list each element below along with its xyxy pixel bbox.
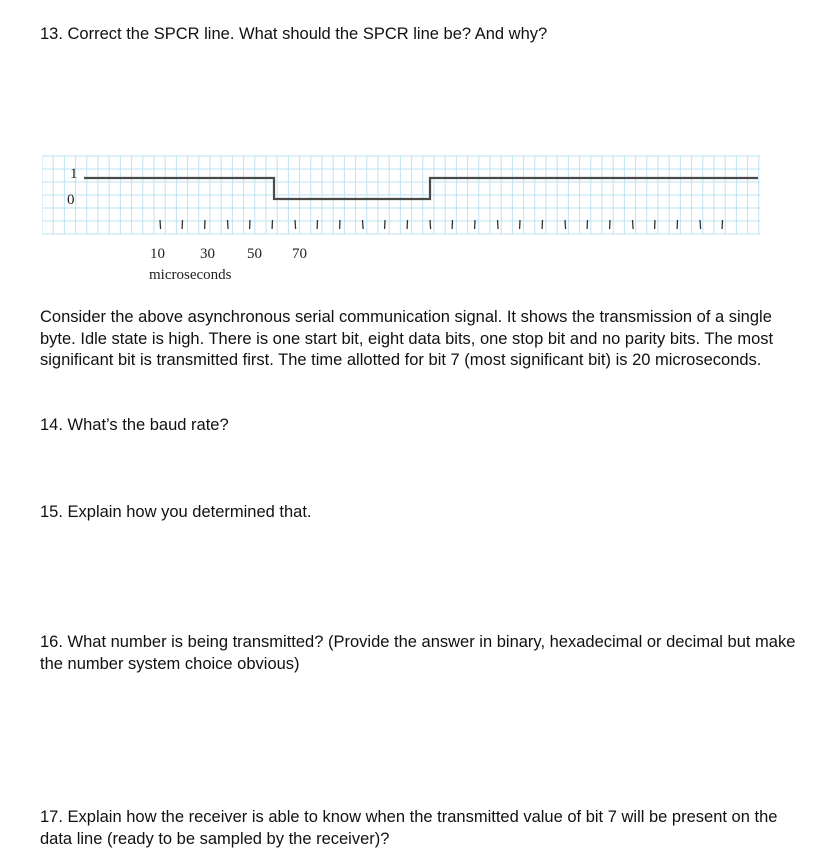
tick-mark [430,220,431,229]
low-level-label: 0 [67,192,75,208]
tick-mark [160,220,161,229]
tick-label-50: 50 [247,246,262,262]
tick-mark [633,220,634,229]
tick-label-70: 70 [292,246,307,262]
tick-label-10: 10 [150,246,165,262]
axis-unit-label: microseconds [149,267,232,283]
high-level-label: 1 [70,166,78,182]
tick-mark [295,220,296,229]
question-14: 14. What’s the baud rate? [40,416,229,434]
tick-mark [565,220,566,229]
tick-mark [700,220,701,229]
tick-label-30: 30 [200,246,215,262]
tick-mark [363,220,364,229]
question-15: 15. Explain how you determined that. [40,503,312,521]
question-17: 17. Explain how the receiver is able to know when the transmitted value of bit 7 will be present on the data line (ready to be sampled by the receiver)? [40,808,778,848]
grid-paper [42,156,760,234]
question-16: 16. What number is being transmitted? (Provide the answer in binary, hexadecimal or decimal but make the number system choice obvious) [40,633,796,673]
tick-mark [228,220,229,229]
signal-figure [42,152,760,284]
problem-description: Consider the above asynchronous serial communication signal. It shows the transmission of a single byte. Idle state is high. There is one start bit, eight data bits, one stop bit and no parity bits. The most significant bit is transmitted first. The time allotted for bit 7 (most significant bit) is 20 microseconds. [40,308,774,369]
tick-mark [498,220,499,229]
signal-waveform [84,178,758,199]
question-13: 13. Correct the SPCR line. What should the SPCR line be? And why? [40,25,548,43]
